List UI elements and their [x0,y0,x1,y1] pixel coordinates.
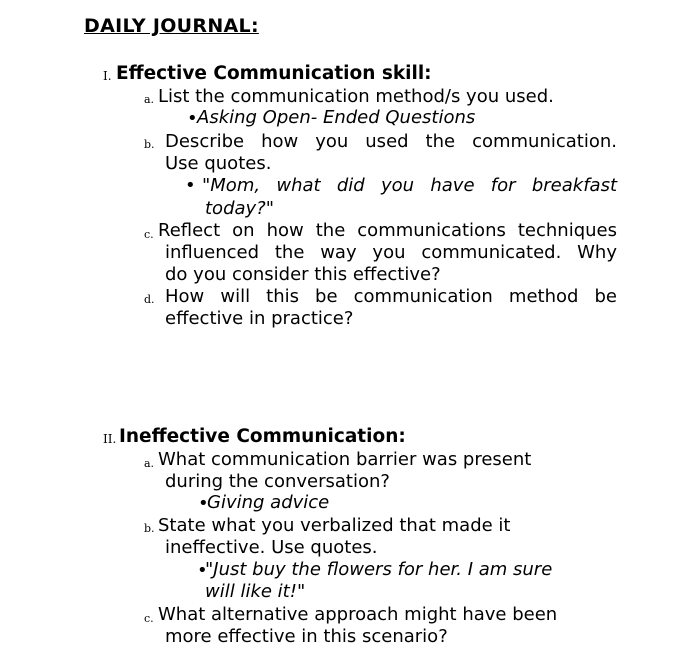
page-title: DAILY JOURNAL: [84,15,259,37]
item-marker: a. [144,93,155,106]
question-line: State what you verbalized that made it [158,515,511,536]
question-block [165,286,617,308]
item-marker: a. [144,457,155,470]
answer-line: Asking Open- Ended Questions [197,107,476,128]
item-marker: b. [144,138,155,151]
question-line: Describe how you used the communication. [165,131,617,152]
answer-bullet: • [197,560,208,581]
question-line: Use quotes. [165,153,272,174]
section-heading: Effective Communication skill: [116,63,432,84]
item-marker: c. [144,612,154,625]
item-marker: d. [144,293,155,306]
question-line: ineffective. Use quotes. [165,537,378,558]
question-line: during the conversation? [165,471,390,492]
question-line: List the communication method/s you used. [158,86,554,107]
question-block [165,131,617,153]
answer-line: "Mom, what did you have for breakfast [202,175,617,196]
answer-line: Giving advice [207,492,330,513]
question-block [165,242,617,264]
question-line: Reflect on how the communications techniques [158,220,617,241]
item-marker: c. [144,228,154,241]
answer-block [202,175,617,197]
question-block [158,220,617,242]
answer-bullet: • [185,175,196,196]
question-line: do you consider this effective? [165,264,441,285]
question-line: more effective in this scenario? [165,626,448,647]
answer-line: "Just buy the flowers for her. I am sure [205,559,553,580]
answer-bullet: • [198,493,209,514]
question-line: What alternative approach might have been [158,604,558,625]
question-line: How will this be communication method be [165,286,617,307]
question-line: What communication barrier was present [158,449,532,470]
answer-bullet: • [187,108,198,129]
section-marker: II. [103,432,117,446]
answer-line: will like it!" [205,581,306,602]
answer-line: today?" [205,198,275,219]
section-marker: I. [103,69,112,83]
question-line: influenced the way you communicated. Why [165,242,617,263]
item-marker: b. [144,522,155,535]
question-line: effective in practice? [165,308,354,329]
section-heading: Ineffective Communication: [119,426,406,447]
